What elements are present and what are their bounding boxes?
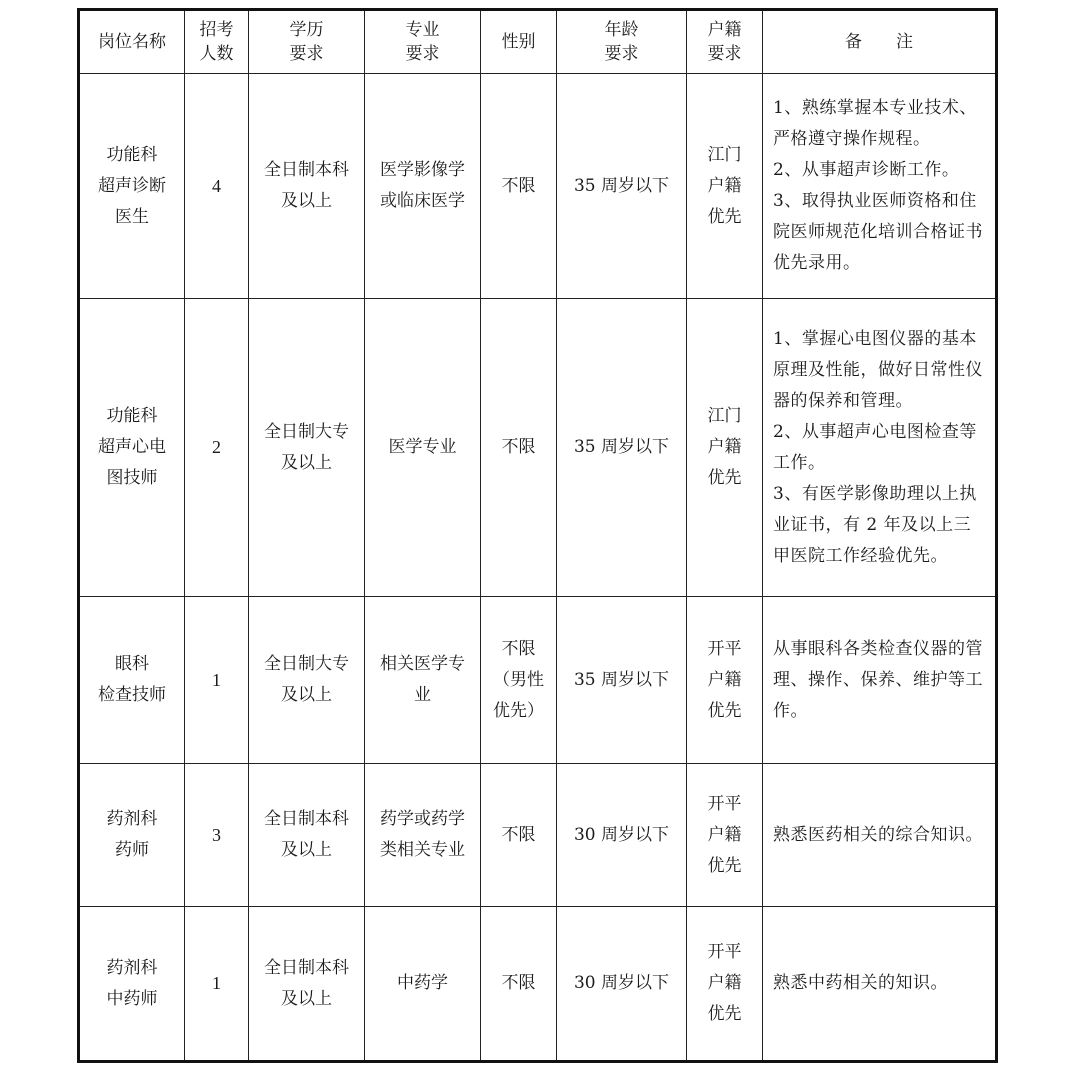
cell-education: 全日制本科 及以上 bbox=[249, 764, 365, 907]
cell-education: 全日制大专 及以上 bbox=[249, 597, 365, 764]
table-row bbox=[79, 74, 997, 299]
cell-gender: 不限 （男性 优先） bbox=[481, 597, 557, 764]
cell-notes: 1、掌握心电图仪器的基本原理及性能，做好日常性仪器的保养和管理。 2、从事超声心电图检查等工作。 3、有医学影像助理以上执业证书，有 2 年及以上三甲医院工作经验优先。 bbox=[763, 299, 997, 597]
cell-age: 35 周岁以下 bbox=[557, 74, 687, 299]
header-count: 招考 人数 bbox=[185, 10, 249, 74]
cell-notes: 熟悉中药相关的知识。 bbox=[763, 907, 997, 1062]
cell-count: 1 bbox=[185, 907, 249, 1062]
cell-hukou: 开平 户籍 优先 bbox=[687, 907, 763, 1062]
cell-gender: 不限 bbox=[481, 764, 557, 907]
table-row bbox=[79, 764, 997, 907]
recruitment-table-wrapper bbox=[77, 8, 998, 1063]
cell-gender: 不限 bbox=[481, 907, 557, 1062]
cell-notes: 熟悉医药相关的综合知识。 bbox=[763, 764, 997, 907]
cell-education: 全日制本科 及以上 bbox=[249, 907, 365, 1062]
cell-hukou: 开平 户籍 优先 bbox=[687, 597, 763, 764]
cell-education: 全日制本科 及以上 bbox=[249, 74, 365, 299]
cell-age: 35 周岁以下 bbox=[557, 597, 687, 764]
cell-major: 中药学 bbox=[365, 907, 481, 1062]
header-major: 专业 要求 bbox=[365, 10, 481, 74]
cell-age: 30 周岁以下 bbox=[557, 907, 687, 1062]
cell-education: 全日制大专 及以上 bbox=[249, 299, 365, 597]
cell-notes: 1、熟练掌握本专业技术、严格遵守操作规程。 2、从事超声诊断工作。 3、取得执业医师资格和住院医师规范化培训合格证书优先录用。 bbox=[763, 74, 997, 299]
cell-major: 药学或药学 类相关专业 bbox=[365, 764, 481, 907]
table-header-row bbox=[79, 10, 997, 74]
cell-hukou: 江门 户籍 优先 bbox=[687, 299, 763, 597]
header-hukou: 户籍 要求 bbox=[687, 10, 763, 74]
cell-position: 功能科 超声心电 图技师 bbox=[79, 299, 185, 597]
table-row bbox=[79, 597, 997, 764]
cell-hukou: 江门 户籍 优先 bbox=[687, 74, 763, 299]
cell-count: 2 bbox=[185, 299, 249, 597]
cell-notes: 从事眼科各类检查仪器的管理、操作、保养、维护等工作。 bbox=[763, 597, 997, 764]
cell-hukou: 开平 户籍 优先 bbox=[687, 764, 763, 907]
cell-gender: 不限 bbox=[481, 299, 557, 597]
cell-age: 35 周岁以下 bbox=[557, 299, 687, 597]
header-education: 学历 要求 bbox=[249, 10, 365, 74]
cell-major: 医学专业 bbox=[365, 299, 481, 597]
header-gender: 性别 bbox=[481, 10, 557, 74]
cell-count: 4 bbox=[185, 74, 249, 299]
header-notes: 备 注 bbox=[763, 10, 997, 74]
cell-position: 药剂科 药师 bbox=[79, 764, 185, 907]
cell-position: 药剂科 中药师 bbox=[79, 907, 185, 1062]
cell-gender: 不限 bbox=[481, 74, 557, 299]
cell-major: 医学影像学 或临床医学 bbox=[365, 74, 481, 299]
cell-age: 30 周岁以下 bbox=[557, 764, 687, 907]
cell-position: 功能科 超声诊断 医生 bbox=[79, 74, 185, 299]
recruitment-table bbox=[77, 8, 998, 1063]
cell-count: 3 bbox=[185, 764, 249, 907]
cell-major: 相关医学专 业 bbox=[365, 597, 481, 764]
cell-position: 眼科 检查技师 bbox=[79, 597, 185, 764]
cell-count: 1 bbox=[185, 597, 249, 764]
table-row bbox=[79, 299, 997, 597]
table-row bbox=[79, 907, 997, 1062]
header-position: 岗位名称 bbox=[79, 10, 185, 74]
header-age: 年龄 要求 bbox=[557, 10, 687, 74]
